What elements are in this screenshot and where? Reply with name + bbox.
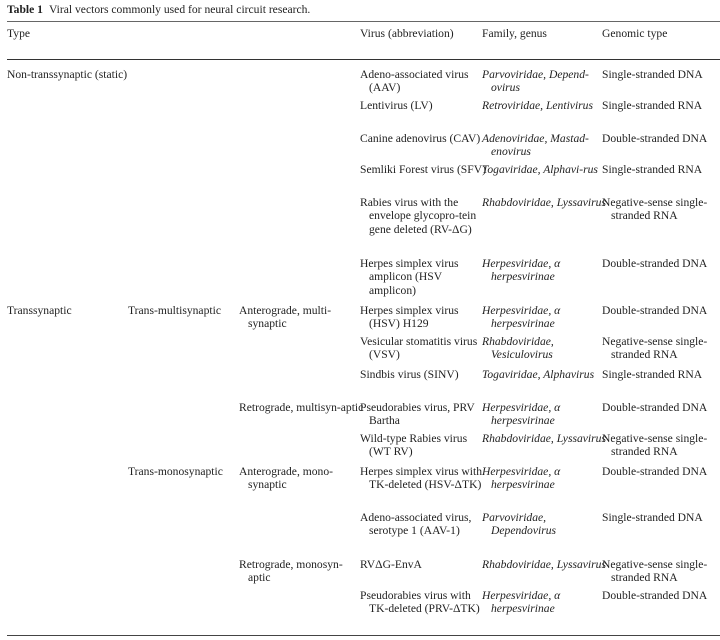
family-genus-cell: Herpesviridae, α herpesvirinae — [482, 257, 561, 284]
virus-cell: RVΔG-EnvA — [360, 558, 422, 571]
genomic-type-cell: Double-stranded DNA — [602, 589, 708, 602]
virus-cell: Herpes simplex virus amplicon (HSV amplicon) — [360, 257, 459, 297]
family-genus-cell: Herpesviridae, α herpesvirinae — [482, 401, 561, 428]
virus-cell: Adeno-associated virus (AAV) — [360, 68, 469, 95]
direction-retrograde-multi: Retrograde, multisyn-aptic — [239, 401, 364, 414]
family-genus-cell: Adenoviridae, Mastad-enovirus — [482, 132, 589, 159]
header-virus: Virus (abbreviation) — [360, 27, 454, 40]
top-rule — [7, 21, 720, 22]
virus-cell: Pseudorabies virus, PRV Bartha — [360, 401, 475, 428]
genomic-type-cell: Negative-sense single-stranded RNA — [602, 558, 708, 585]
table-caption — [7, 3, 310, 16]
genomic-type-cell: Negative-sense single-stranded RNA — [602, 196, 708, 223]
bottom-rule — [7, 635, 720, 636]
virus-cell: Rabies virus with the envelope glycopro-tein gene deleted (RV-ΔG) — [360, 196, 477, 236]
genomic-type-cell: Double-stranded DNA — [602, 401, 708, 414]
header-genomic: Genomic type — [602, 27, 668, 40]
virus-cell: Wild-type Rabies virus (WT RV) — [360, 432, 468, 459]
virus-cell: Vesicular stomatitis virus (VSV) — [360, 335, 478, 362]
virus-cell: Herpes simplex virus with TK-deleted (HSV-ΔTK) — [360, 465, 483, 492]
genomic-type-cell: Single-stranded DNA — [602, 511, 703, 524]
genomic-type-cell: Negative-sense single-stranded RNA — [602, 432, 708, 459]
genomic-type-cell: Double-stranded DNA — [602, 132, 708, 145]
family-genus-cell: Herpesviridae, α herpesvirinae — [482, 589, 561, 616]
virus-cell: Lentivirus (LV) — [360, 99, 433, 112]
family-genus-cell: Rhabdoviridae, Lyssavirus — [482, 558, 606, 571]
family-genus-cell: Parvoviridae, Dependovirus — [482, 511, 557, 538]
family-genus-cell: Rhabdoviridae, Lyssavirus — [482, 432, 606, 445]
subgroup-trans-monosynaptic: Trans-monosynaptic — [128, 465, 223, 478]
genomic-type-cell: Negative-sense single-stranded RNA — [602, 335, 708, 362]
table-title: Viral vectors commonly used for neural circuit research. — [48, 3, 311, 16]
genomic-type-cell: Single-stranded DNA — [602, 68, 703, 81]
group-transsynaptic: Transsynaptic — [7, 304, 72, 317]
header-family: Family, genus — [482, 27, 547, 40]
group-non-transsynaptic: Non-transsynaptic (static) — [7, 68, 128, 81]
family-genus-cell: Rhabdoviridae, Lyssavirus — [482, 196, 606, 209]
genomic-type-cell: Single-stranded RNA — [602, 368, 703, 381]
family-genus-cell: Herpesviridae, α herpesvirinae — [482, 304, 561, 331]
family-genus-cell: Togaviridae, Alphavi-rus — [482, 163, 598, 176]
genomic-type-cell: Double-stranded DNA — [602, 465, 708, 478]
family-genus-cell: Togaviridae, Alphavirus — [482, 368, 595, 381]
table-label: Table 1 — [7, 3, 43, 16]
genomic-type-cell: Single-stranded RNA — [602, 99, 703, 112]
virus-cell: Canine adenovirus (CAV) — [360, 132, 481, 145]
family-genus-cell: Rhabdoviridae, Vesiculovirus — [482, 335, 554, 362]
virus-cell: Adeno-associated virus, serotype 1 (AAV-1) — [360, 511, 472, 538]
virus-cell: Sindbis virus (SINV) — [360, 368, 459, 381]
family-genus-cell: Retroviridae, Lentivirus — [482, 99, 593, 112]
direction-anterograde-mono: Anterograde, mono-synaptic — [239, 465, 334, 492]
direction-retrograde-mono: Retrograde, monosyn-aptic — [239, 558, 343, 585]
subgroup-trans-multisynaptic: Trans-multisynaptic — [128, 304, 221, 317]
genomic-type-cell: Single-stranded RNA — [602, 163, 703, 176]
virus-cell: Semliki Forest virus (SFV) — [360, 163, 486, 176]
family-genus-cell: Parvoviridae, Depend-ovirus — [482, 68, 589, 95]
header-type: Type — [7, 27, 31, 40]
header-rule — [7, 59, 720, 60]
direction-anterograde-multi: Anterograde, multi-synaptic — [239, 304, 332, 331]
virus-cell: Herpes simplex virus (HSV) H129 — [360, 304, 459, 331]
family-genus-cell: Herpesviridae, α herpesvirinae — [482, 465, 561, 492]
genomic-type-cell: Double-stranded DNA — [602, 304, 708, 317]
virus-cell: Pseudorabies virus with TK-deleted (PRV-ΔTK) — [360, 589, 480, 616]
genomic-type-cell: Double-stranded DNA — [602, 257, 708, 270]
